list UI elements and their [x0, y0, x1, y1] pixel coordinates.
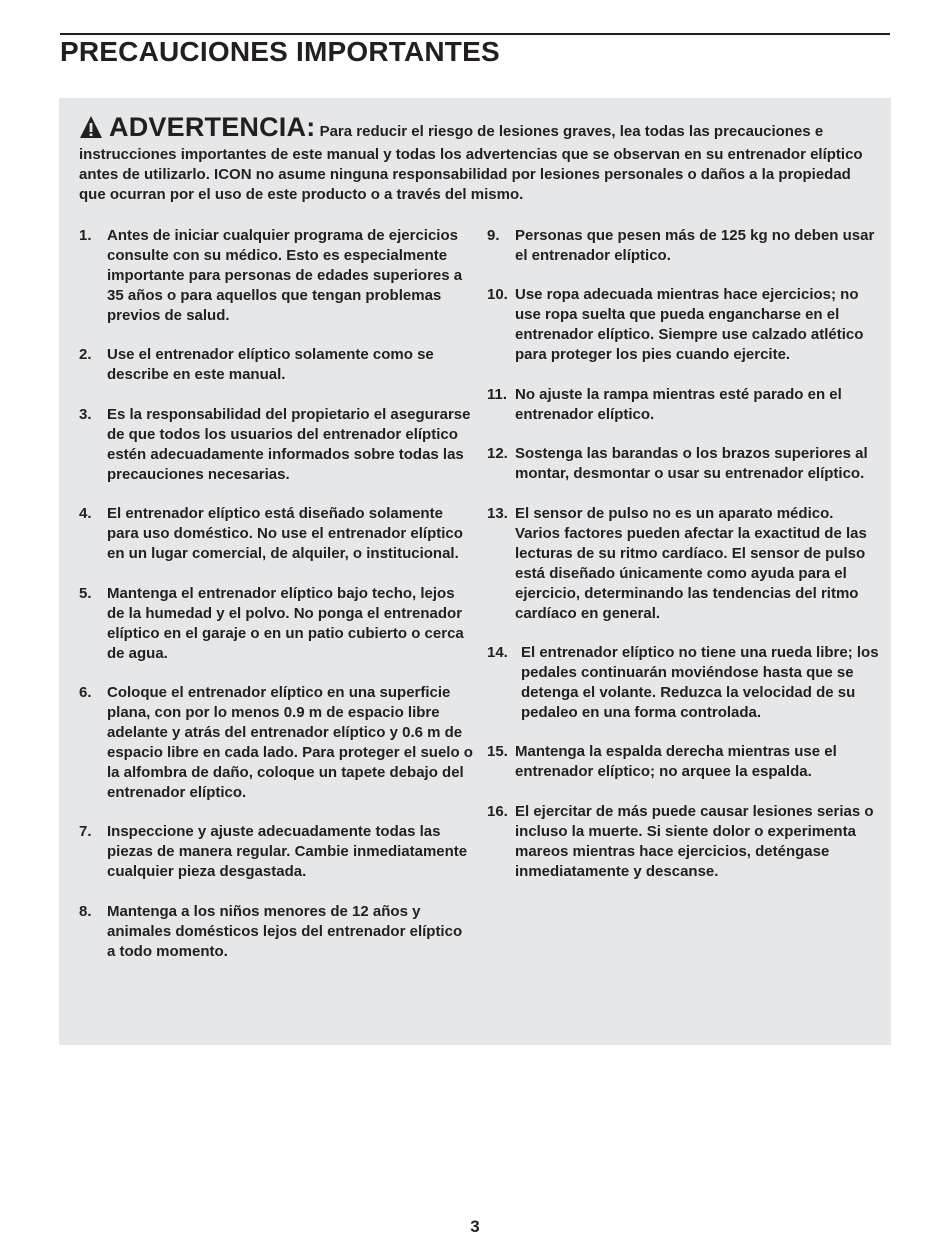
item-text: Es la responsabilidad del propietario el asegurarse de que todos los usuarios del entrenador elíptico estén adecuadamente informados sobre todas las precauciones necesarias. [107, 405, 471, 483]
item-text: No ajuste la rampa mientras esté parado en el entrenador elíptico. [515, 385, 842, 423]
item-text: Coloque el entrenador elíptico en una superficie plana, con por lo menos 0.9 m de espacio libre adelante y atrás del entrenador elíptico y 0.6 m de espacio libre en cada lado. Para proteger el suelo o la alfombra de daño, coloque un tapete debajo del entrenador elíptico. [107, 683, 473, 801]
precautions-column-right [487, 226, 882, 901]
list-item [487, 742, 882, 782]
item-text: Mantenga el entrenador elíptico bajo techo, lejos de la humedad y el polvo. No ponga el entrenador elíptico en el garaje o en un patio cubierto o cerca de agua. [107, 584, 464, 662]
warning-text: Para reducir el riesgo de lesiones graves, lea todas las precauciones e instrucciones importantes de este manual y todas los advertencias que se observan en su entrenador elíptico antes de utilizarlo. ICON no asume ninguna responsabilidad por lesiones personales o daños a la propiedad que ocurran por el uso de este producto o a través del mismo. [79, 123, 863, 203]
top-rule [60, 33, 890, 35]
item-number: 3. [79, 405, 92, 423]
list-item [487, 385, 882, 425]
item-number: 10. [487, 286, 508, 304]
list-item [487, 444, 882, 484]
item-number: 15. [487, 743, 508, 761]
item-text: Use ropa adecuada mientras hace ejercicios; no use ropa suelta que pueda engancharse en el entrenador elíptico. Siempre use calzado atlético para proteger los pies cuando ejercite. [515, 286, 864, 364]
item-number: 4. [79, 505, 92, 523]
item-number: 2. [79, 346, 92, 364]
precautions-column-left [79, 226, 474, 981]
list-item [487, 643, 882, 723]
item-number: 14. [487, 643, 508, 661]
list-item [79, 405, 474, 485]
item-number: 12. [487, 445, 508, 463]
list-item [79, 226, 474, 326]
item-text: Sostenga las barandas o los brazos superiores al montar, desmontar o usar su entrenador elíptico. [515, 445, 868, 483]
item-number: 7. [79, 823, 92, 841]
item-number: 6. [79, 683, 92, 701]
item-number: 8. [79, 902, 92, 920]
item-text: Inspeccione y ajuste adecuadamente todas las piezas de manera regular. Cambie inmediatamente cualquier pieza desgastada. [107, 823, 468, 881]
item-number: 9. [487, 227, 500, 244]
page-title: PRECAUCIONES IMPORTANTES [60, 36, 500, 67]
item-text: Mantenga la espalda derecha mientras use el entrenador elíptico; no arquee la espalda. [515, 743, 837, 781]
item-text: Use el entrenador elíptico solamente como se describe en este manual. [107, 346, 434, 384]
list-item [79, 584, 474, 664]
warning-heading: ADVERTENCIA: [109, 112, 316, 142]
item-number: 11. [487, 385, 508, 403]
item-number: 13. [487, 504, 508, 522]
item-text: Mantenga a los niños menores de 12 años y animales domésticos lejos del entrenador elíptico a todo momento. [107, 902, 463, 960]
item-text: El ejercitar de más puede causar lesiones serias o incluso la muerte. Si siente dolor o experimenta mareos mientras hace ejercicios, deténgase inmediatamente y descanse. [515, 802, 874, 880]
item-text: Antes de iniciar cualquier programa de ejercicios consulte con su médico. Esto es especialmente importante para personas de edades superiores a 35 años o para aquellos que tengan problemas previos de salud. [107, 227, 463, 324]
list-item [79, 345, 474, 385]
item-text: Personas que pesen más de 125 kg no deben usar el entrenador elíptico. [515, 227, 875, 264]
list-item [79, 902, 474, 962]
item-number: 5. [79, 584, 92, 602]
list-item [79, 683, 474, 803]
list-item [79, 822, 474, 882]
item-text: El entrenador elíptico está diseñado solamente para uso doméstico. No use el entrenador elíptico en un lugar comercial, de alquiler, o institucional. [107, 505, 463, 563]
list-item [487, 285, 882, 365]
list-item [487, 226, 882, 266]
item-number: 1. [79, 227, 92, 244]
list-item [487, 504, 882, 624]
page-number: 3 [470, 1217, 480, 1236]
warning-panel [59, 98, 891, 1045]
list-item [487, 802, 882, 882]
warning-paragraph [79, 112, 874, 205]
item-number: 16. [487, 802, 508, 820]
warning-triangle-icon [79, 115, 103, 145]
list-item [79, 504, 474, 564]
item-text: El entrenador elíptico no tiene una rueda libre; los pedales continuarán moviéndose hasta que se detenga el volante. Reduzca la velocidad de su pedaleo en una forma controlada. [521, 643, 879, 721]
item-text: El sensor de pulso no es un aparato médico. Varios factores pueden afectar la exactitud de las lecturas de su ritmo cardíaco. El sensor de pulso está diseñado únicamente como ayuda para el ejercicio, determinando las tendencias del ritmo cardíaco en general. [515, 504, 867, 622]
